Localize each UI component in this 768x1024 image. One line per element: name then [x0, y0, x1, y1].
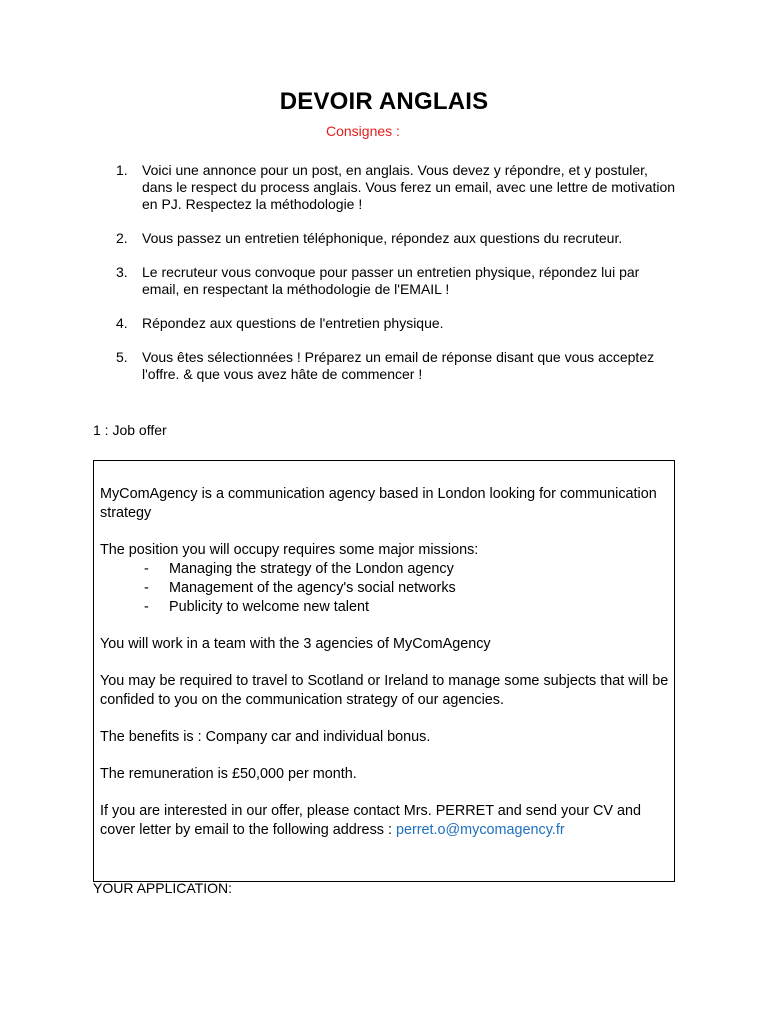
- instruction-number: 4.: [116, 315, 128, 331]
- job-offer-section-label: 1 : Job offer: [93, 422, 167, 438]
- mission-bullet: -: [144, 561, 149, 577]
- instruction-item: [116, 264, 676, 298]
- instruction-item: [116, 162, 676, 213]
- offer-travel: You may be required to travel to Scotland or Ireland to manage some subjects that will be confided to you on the communication strategy of our agencies.: [100, 673, 669, 708]
- missions-list: [100, 560, 670, 617]
- instruction-item: [116, 315, 676, 332]
- mission-text: Managing the strategy of the London agency: [169, 561, 454, 577]
- mission-bullet: -: [144, 580, 149, 596]
- application-section-label: YOUR APPLICATION:: [93, 880, 232, 896]
- instruction-text: Vous êtes sélectionnées ! Préparez un email de réponse disant que vous acceptez l'offre. & que vous avez hâte de commencer !: [142, 349, 655, 382]
- offer-team: You will work in a team with the 3 agencies of MyComAgency: [100, 636, 491, 652]
- instruction-item: [116, 230, 676, 247]
- instruction-number: 1.: [116, 162, 128, 178]
- instructions-list: [116, 162, 676, 400]
- instruction-text: Voici une annonce pour un post, en anglais. Vous devez y répondre, et y postuler, dans le respect du process anglais. Vous ferez un email, avec une lettre de motivation en PJ. Respectez la méthodologie !: [142, 162, 676, 212]
- offer-remuneration: The remuneration is £50,000 per month.: [100, 766, 357, 782]
- instruction-number: 3.: [116, 264, 128, 280]
- job-offer-content: [100, 485, 670, 858]
- instruction-number: 5.: [116, 349, 128, 365]
- mission-item: [144, 560, 670, 579]
- instruction-text: Répondez aux questions de l'entretien physique.: [142, 315, 444, 331]
- offer-contact: [100, 802, 670, 840]
- offer-intro: MyComAgency is a communication agency based in London looking for communication strategy: [100, 486, 657, 521]
- mission-text: Publicity to welcome new talent: [169, 599, 369, 615]
- instruction-number: 2.: [116, 230, 128, 246]
- document-title: DEVOIR ANGLAIS: [279, 88, 489, 115]
- offer-missions-heading: The position you will occupy requires some major missions:: [100, 542, 479, 558]
- instruction-item: [116, 349, 676, 383]
- offer-contact-text: If you are interested in our offer, please contact Mrs. PERRET and send your CV and cover letter by email to the following address :: [100, 803, 642, 838]
- instruction-text: Vous passez un entretien téléphonique, répondez aux questions du recruteur.: [142, 230, 623, 246]
- instructions-heading: Consignes :: [326, 123, 400, 139]
- job-offer-box: [93, 460, 675, 882]
- contact-email-link[interactable]: perret.o@mycomagency.fr: [395, 822, 565, 838]
- mission-item: [144, 579, 670, 598]
- instruction-text: Le recruteur vous convoque pour passer un entretien physique, répondez lui par email, en respectant la méthodologie de l'EMAIL !: [142, 264, 640, 297]
- mission-item: [144, 598, 670, 617]
- mission-text: Management of the agency's social networks: [169, 580, 456, 596]
- offer-benefits: The benefits is : Company car and individual bonus.: [100, 729, 431, 745]
- mission-bullet: -: [144, 599, 149, 615]
